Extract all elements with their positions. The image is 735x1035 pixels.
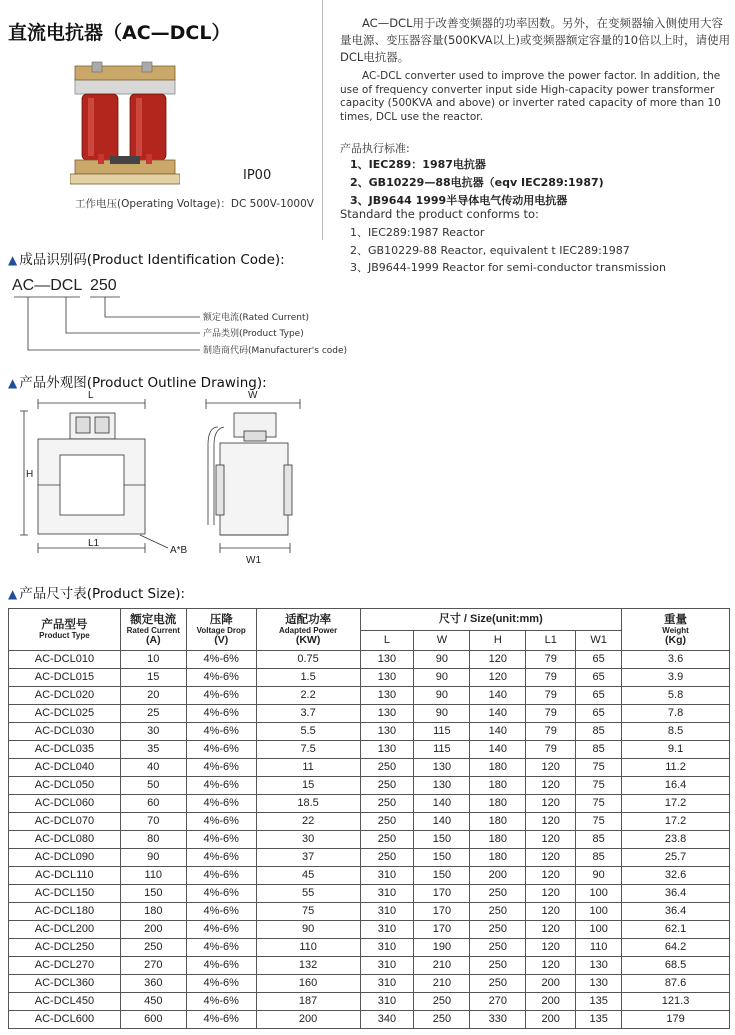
table-cell: 4%-6% bbox=[186, 867, 256, 885]
table-cell: 20 bbox=[120, 687, 186, 705]
table-cell: 140 bbox=[470, 705, 526, 723]
table-cell: 450 bbox=[120, 993, 186, 1011]
table-cell: 4%-6% bbox=[186, 813, 256, 831]
table-cell: 90 bbox=[576, 867, 622, 885]
table-cell: 310 bbox=[360, 867, 414, 885]
table-cell: 100 bbox=[576, 921, 622, 939]
cell-model: AC-DCL010 bbox=[9, 651, 121, 669]
table-row bbox=[9, 813, 730, 831]
cell-model: AC-DCL450 bbox=[9, 993, 121, 1011]
table-cell: 80 bbox=[120, 831, 186, 849]
table-cell: 75 bbox=[256, 903, 360, 921]
section-product-size bbox=[8, 582, 185, 602]
table-cell: 1.5 bbox=[256, 669, 360, 687]
table-cell: 130 bbox=[360, 723, 414, 741]
dim-label-AB: A*B bbox=[170, 545, 188, 556]
table-row bbox=[9, 867, 730, 885]
table-row bbox=[9, 831, 730, 849]
table-row bbox=[9, 993, 730, 1011]
table-row bbox=[9, 723, 730, 741]
header-cn: 产品型号 bbox=[41, 619, 88, 631]
table-cell: 130 bbox=[576, 975, 622, 993]
table-cell: 11 bbox=[256, 759, 360, 777]
table-cell: 85 bbox=[576, 831, 622, 849]
header-unit: (Kg) bbox=[665, 633, 687, 646]
outline-drawing bbox=[0, 385, 320, 570]
header-en: Adapted Power bbox=[278, 625, 338, 635]
table-cell: 200 bbox=[526, 975, 576, 993]
table-cell: 4%-6% bbox=[186, 741, 256, 759]
cell-model: AC-DCL035 bbox=[9, 741, 121, 759]
table-cell: 32.6 bbox=[622, 867, 730, 885]
section-title-text: 成品识别码(Product Identification Code): bbox=[19, 252, 285, 268]
standards-cn-title: 产品执行标准: bbox=[340, 142, 410, 155]
cell-model: AC-DCL060 bbox=[9, 795, 121, 813]
table-cell: 4%-6% bbox=[186, 957, 256, 975]
table-cell: 10 bbox=[120, 651, 186, 669]
table-cell: 120 bbox=[526, 777, 576, 795]
table-cell: 79 bbox=[526, 705, 576, 723]
table-cell: 25.7 bbox=[622, 849, 730, 867]
table-cell: 3.9 bbox=[622, 669, 730, 687]
table-cell: 4%-6% bbox=[186, 849, 256, 867]
table-cell: 150 bbox=[414, 867, 470, 885]
table-cell: 130 bbox=[360, 687, 414, 705]
table-cell: 120 bbox=[526, 885, 576, 903]
table-cell: 16.4 bbox=[622, 777, 730, 795]
standard-item: 3、JB9644-1999 Reactor for semi-conductor transmission bbox=[350, 261, 666, 274]
table-cell: 250 bbox=[360, 813, 414, 831]
table-cell: 180 bbox=[470, 813, 526, 831]
table-cell: 210 bbox=[414, 975, 470, 993]
cell-model: AC-DCL080 bbox=[9, 831, 121, 849]
table-cell: 310 bbox=[360, 939, 414, 957]
header-cn: 重量 bbox=[664, 613, 688, 626]
triangle-icon: ▲ bbox=[8, 253, 18, 267]
table-cell: 250 bbox=[360, 777, 414, 795]
section-identification-code bbox=[8, 248, 285, 268]
table-cell: 210 bbox=[414, 957, 470, 975]
code-manufacturer-label: 制造商代码(Manufacturer's code) bbox=[203, 346, 348, 356]
table-body bbox=[9, 651, 730, 1029]
table-cell: 30 bbox=[120, 723, 186, 741]
table-cell: 121.3 bbox=[622, 993, 730, 1011]
table-cell: 7.5 bbox=[256, 741, 360, 759]
table-cell: 120 bbox=[526, 849, 576, 867]
table-cell: 15 bbox=[256, 777, 360, 795]
table-cell: 90 bbox=[414, 687, 470, 705]
triangle-icon: ▲ bbox=[8, 376, 18, 390]
table-cell: 22 bbox=[256, 813, 360, 831]
table-cell: 120 bbox=[470, 651, 526, 669]
table-cell: 110 bbox=[120, 867, 186, 885]
table-cell: 75 bbox=[576, 759, 622, 777]
header-en: Product Type bbox=[39, 631, 90, 640]
cell-model: AC-DCL360 bbox=[9, 975, 121, 993]
table-cell: 65 bbox=[576, 669, 622, 687]
table-cell: 170 bbox=[414, 885, 470, 903]
table-row bbox=[9, 669, 730, 687]
table-cell: 4%-6% bbox=[186, 975, 256, 993]
header-adapted-power bbox=[256, 609, 360, 651]
table-cell: 130 bbox=[414, 777, 470, 795]
table-cell: 65 bbox=[576, 687, 622, 705]
table-cell: 250 bbox=[120, 939, 186, 957]
table-cell: 40 bbox=[120, 759, 186, 777]
cell-model: AC-DCL180 bbox=[9, 903, 121, 921]
header-unit: (KW) bbox=[295, 633, 321, 646]
table-cell: 62.1 bbox=[622, 921, 730, 939]
table-cell: 4%-6% bbox=[186, 669, 256, 687]
standard-item: 1、IEC289：1987电抗器 bbox=[350, 158, 486, 171]
table-cell: 7.8 bbox=[622, 705, 730, 723]
identification-code-diagram bbox=[0, 270, 380, 365]
table-cell: 79 bbox=[526, 687, 576, 705]
table-row bbox=[9, 741, 730, 759]
table-cell: 90 bbox=[414, 705, 470, 723]
table-cell: 9.1 bbox=[622, 741, 730, 759]
header-weight bbox=[622, 609, 730, 651]
table-row bbox=[9, 903, 730, 921]
table-cell: 18.5 bbox=[256, 795, 360, 813]
standards-en-list bbox=[350, 224, 666, 277]
header-W1: W1 bbox=[576, 631, 622, 651]
operating-voltage: 工作电压(Operating Voltage)：DC 500V-1000V bbox=[75, 198, 314, 210]
table-cell: 140 bbox=[470, 687, 526, 705]
dim-label-W: W bbox=[248, 390, 258, 401]
product-size-table bbox=[8, 608, 730, 1029]
cell-model: AC-DCL040 bbox=[9, 759, 121, 777]
table-cell: 120 bbox=[526, 759, 576, 777]
table-cell: 200 bbox=[526, 1011, 576, 1029]
table-cell: 180 bbox=[470, 795, 526, 813]
table-cell: 120 bbox=[526, 813, 576, 831]
table-cell: 4%-6% bbox=[186, 885, 256, 903]
table-cell: 130 bbox=[414, 759, 470, 777]
table-cell: 120 bbox=[526, 903, 576, 921]
cell-model: AC-DCL025 bbox=[9, 705, 121, 723]
table-cell: 180 bbox=[470, 759, 526, 777]
table-cell: 250 bbox=[470, 939, 526, 957]
table-cell: 4%-6% bbox=[186, 705, 256, 723]
cell-model: AC-DCL070 bbox=[9, 813, 121, 831]
table-cell: 160 bbox=[256, 975, 360, 993]
table-cell: 2.2 bbox=[256, 687, 360, 705]
table-cell: 170 bbox=[414, 921, 470, 939]
table-cell: 17.2 bbox=[622, 795, 730, 813]
section-title-text: 产品尺寸表(Product Size): bbox=[19, 586, 186, 602]
dim-label-L1: L1 bbox=[88, 538, 100, 549]
table-cell: 3.7 bbox=[256, 705, 360, 723]
table-cell: 150 bbox=[120, 885, 186, 903]
table-cell: 600 bbox=[120, 1011, 186, 1029]
table-cell: 35 bbox=[120, 741, 186, 759]
table-cell: 4%-6% bbox=[186, 921, 256, 939]
table-cell: 68.5 bbox=[622, 957, 730, 975]
table-cell: 90 bbox=[256, 921, 360, 939]
page-title: 直流电抗器（AC—DCL） bbox=[8, 22, 231, 44]
header-size: 尺寸 / Size(unit:mm) bbox=[360, 609, 622, 631]
table-cell: 179 bbox=[622, 1011, 730, 1029]
table-cell: 100 bbox=[576, 903, 622, 921]
cell-model: AC-DCL090 bbox=[9, 849, 121, 867]
table-row bbox=[9, 921, 730, 939]
table-cell: 79 bbox=[526, 651, 576, 669]
table-cell: 75 bbox=[576, 777, 622, 795]
table-cell: 36.4 bbox=[622, 885, 730, 903]
table-cell: 120 bbox=[526, 867, 576, 885]
table-cell: 250 bbox=[360, 795, 414, 813]
table-cell: 310 bbox=[360, 975, 414, 993]
header-product-type bbox=[9, 609, 121, 651]
table-cell: 75 bbox=[576, 795, 622, 813]
table-cell: 90 bbox=[414, 651, 470, 669]
table-cell: 250 bbox=[360, 759, 414, 777]
table-cell: 250 bbox=[414, 993, 470, 1011]
header-voltage-drop bbox=[186, 609, 256, 651]
table-row bbox=[9, 885, 730, 903]
cell-model: AC-DCL015 bbox=[9, 669, 121, 687]
table-cell: 4%-6% bbox=[186, 795, 256, 813]
reactor-photo bbox=[70, 60, 180, 190]
table-cell: 180 bbox=[470, 831, 526, 849]
table-cell: 4%-6% bbox=[186, 939, 256, 957]
table-cell: 115 bbox=[414, 741, 470, 759]
header-L1: L1 bbox=[526, 631, 576, 651]
table-cell: 120 bbox=[470, 669, 526, 687]
table-cell: 85 bbox=[576, 741, 622, 759]
table-cell: 140 bbox=[470, 723, 526, 741]
table-row bbox=[9, 957, 730, 975]
table-cell: 100 bbox=[576, 885, 622, 903]
table-cell: 340 bbox=[360, 1011, 414, 1029]
table-cell: 310 bbox=[360, 903, 414, 921]
table-cell: 250 bbox=[360, 849, 414, 867]
standard-item: 3、JB9644 1999半导体电气传动用电抗器 bbox=[350, 194, 568, 207]
header-H: H bbox=[470, 631, 526, 651]
table-cell: 55 bbox=[256, 885, 360, 903]
table-cell: 65 bbox=[576, 651, 622, 669]
header-L: L bbox=[360, 631, 414, 651]
table-cell: 4%-6% bbox=[186, 993, 256, 1011]
code-rated-current-label: 额定电流(Rated Current) bbox=[203, 313, 310, 323]
table-cell: 180 bbox=[120, 903, 186, 921]
table-cell: 180 bbox=[470, 849, 526, 867]
table-cell: 135 bbox=[576, 1011, 622, 1029]
table-cell: 130 bbox=[360, 741, 414, 759]
standards-cn-list bbox=[350, 156, 604, 210]
table-cell: 120 bbox=[526, 795, 576, 813]
table-cell: 310 bbox=[360, 957, 414, 975]
table-cell: 270 bbox=[120, 957, 186, 975]
table-cell: 11.2 bbox=[622, 759, 730, 777]
table-cell: 130 bbox=[576, 957, 622, 975]
table-cell: 17.2 bbox=[622, 813, 730, 831]
table-cell: 36.4 bbox=[622, 903, 730, 921]
dim-label-W1: W1 bbox=[246, 555, 261, 566]
table-cell: 0.75 bbox=[256, 651, 360, 669]
dim-label-H: H bbox=[26, 469, 34, 480]
cell-model: AC-DCL020 bbox=[9, 687, 121, 705]
table-cell: 4%-6% bbox=[186, 651, 256, 669]
table-cell: 85 bbox=[576, 723, 622, 741]
table-cell: 130 bbox=[360, 651, 414, 669]
table-cell: 250 bbox=[470, 885, 526, 903]
table-row bbox=[9, 939, 730, 957]
cell-model: AC-DCL600 bbox=[9, 1011, 121, 1029]
table-cell: 120 bbox=[526, 939, 576, 957]
table-cell: 187 bbox=[256, 993, 360, 1011]
table-cell: 180 bbox=[470, 777, 526, 795]
table-cell: 140 bbox=[414, 795, 470, 813]
table-cell: 310 bbox=[360, 885, 414, 903]
table-cell: 120 bbox=[526, 957, 576, 975]
header-en: Voltage Drop bbox=[196, 625, 246, 635]
table-row bbox=[9, 777, 730, 795]
header-en: Weight bbox=[662, 625, 689, 635]
table-cell: 120 bbox=[526, 831, 576, 849]
table-cell: 360 bbox=[120, 975, 186, 993]
cell-model: AC-DCL150 bbox=[9, 885, 121, 903]
table-cell: 250 bbox=[470, 903, 526, 921]
table-cell: 130 bbox=[360, 705, 414, 723]
code-prefix: AC—DCL bbox=[12, 277, 83, 294]
dim-label-L: L bbox=[88, 390, 94, 401]
table-cell: 170 bbox=[414, 903, 470, 921]
cell-model: AC-DCL050 bbox=[9, 777, 121, 795]
table-row bbox=[9, 687, 730, 705]
table-cell: 4%-6% bbox=[186, 903, 256, 921]
table-cell: 79 bbox=[526, 669, 576, 687]
table-cell: 79 bbox=[526, 723, 576, 741]
table-row bbox=[9, 759, 730, 777]
table-cell: 5.5 bbox=[256, 723, 360, 741]
table-cell: 90 bbox=[414, 669, 470, 687]
cell-model: AC-DCL270 bbox=[9, 957, 121, 975]
table-cell: 310 bbox=[360, 921, 414, 939]
table-cell: 270 bbox=[470, 993, 526, 1011]
table-cell: 4%-6% bbox=[186, 687, 256, 705]
header-W: W bbox=[414, 631, 470, 651]
table-cell: 8.5 bbox=[622, 723, 730, 741]
table-row bbox=[9, 1011, 730, 1029]
header-cn: 压降 bbox=[209, 613, 233, 626]
table-row bbox=[9, 651, 730, 669]
standard-item: 2、GB10229—88电抗器（eqv IEC289:1987) bbox=[350, 176, 604, 189]
table-cell: 150 bbox=[414, 831, 470, 849]
cell-model: AC-DCL200 bbox=[9, 921, 121, 939]
table-cell: 5.8 bbox=[622, 687, 730, 705]
column-divider bbox=[322, 0, 323, 240]
intro-english: AC-DCL converter used to improve the power factor. In addition, the use of frequency converter input side High-capacity power transformer capacity (500KVA and above) or inverter rated capacity of more than 10 times, DCL use the reactor. bbox=[340, 70, 721, 123]
table-cell: 23.8 bbox=[622, 831, 730, 849]
header-en: Rated Current bbox=[126, 625, 180, 635]
table-cell: 200 bbox=[526, 993, 576, 1011]
header-cn: 适配功率 bbox=[285, 613, 332, 626]
ip-rating: IP00 bbox=[243, 168, 272, 183]
table-row bbox=[9, 975, 730, 993]
table-cell: 37 bbox=[256, 849, 360, 867]
table-cell: 87.6 bbox=[622, 975, 730, 993]
table-cell: 130 bbox=[360, 669, 414, 687]
header-cn: 额定电流 bbox=[130, 613, 177, 626]
table-cell: 310 bbox=[360, 993, 414, 1011]
standard-item: 1、IEC289:1987 Reactor bbox=[350, 226, 485, 239]
table-cell: 330 bbox=[470, 1011, 526, 1029]
header-unit: (V) bbox=[214, 633, 229, 646]
code-product-type-label: 产品类别(Product Type) bbox=[203, 329, 304, 339]
section-title-text: 产品外观图(Product Outline Drawing): bbox=[19, 375, 267, 391]
table-cell: 4%-6% bbox=[186, 759, 256, 777]
table-cell: 50 bbox=[120, 777, 186, 795]
code-number: 250 bbox=[90, 277, 117, 294]
table-cell: 190 bbox=[414, 939, 470, 957]
table-cell: 150 bbox=[414, 849, 470, 867]
table-cell: 110 bbox=[576, 939, 622, 957]
standards-en-title: Standard the product conforms to: bbox=[340, 207, 539, 221]
table-cell: 132 bbox=[256, 957, 360, 975]
table-cell: 4%-6% bbox=[186, 831, 256, 849]
cell-model: AC-DCL250 bbox=[9, 939, 121, 957]
table-cell: 30 bbox=[256, 831, 360, 849]
table-cell: 250 bbox=[470, 957, 526, 975]
table-cell: 4%-6% bbox=[186, 1011, 256, 1029]
header-unit: (A) bbox=[146, 633, 161, 646]
table-cell: 64.2 bbox=[622, 939, 730, 957]
table-cell: 250 bbox=[470, 921, 526, 939]
table-cell: 110 bbox=[256, 939, 360, 957]
table-cell: 4%-6% bbox=[186, 777, 256, 795]
table-cell: 70 bbox=[120, 813, 186, 831]
table-cell: 200 bbox=[470, 867, 526, 885]
table-cell: 3.6 bbox=[622, 651, 730, 669]
cell-model: AC-DCL110 bbox=[9, 867, 121, 885]
table-cell: 85 bbox=[576, 849, 622, 867]
table-cell: 200 bbox=[120, 921, 186, 939]
table-cell: 75 bbox=[576, 813, 622, 831]
table-cell: 200 bbox=[256, 1011, 360, 1029]
table-cell: 60 bbox=[120, 795, 186, 813]
table-cell: 120 bbox=[526, 921, 576, 939]
table-cell: 115 bbox=[414, 723, 470, 741]
table-cell: 25 bbox=[120, 705, 186, 723]
table-cell: 250 bbox=[360, 831, 414, 849]
standard-item: 2、GB10229-88 Reactor, equivalent t IEC289:1987 bbox=[350, 243, 630, 257]
table-cell: 79 bbox=[526, 741, 576, 759]
header-rated-current bbox=[120, 609, 186, 651]
table-cell: 140 bbox=[470, 741, 526, 759]
intro-chinese: AC—DCL用于改善变频器的功率因数。另外，在变频器输入侧使用大容量电源、变压器容量(500KVA以上)或变频器额定容量的10倍以上时，请使用DCL电抗器。 bbox=[340, 16, 731, 64]
table-row bbox=[9, 795, 730, 813]
table-cell: 4%-6% bbox=[186, 723, 256, 741]
table-cell: 250 bbox=[470, 975, 526, 993]
table-row bbox=[9, 849, 730, 867]
table-row bbox=[9, 705, 730, 723]
cell-model: AC-DCL030 bbox=[9, 723, 121, 741]
table-cell: 15 bbox=[120, 669, 186, 687]
table-cell: 65 bbox=[576, 705, 622, 723]
table-cell: 250 bbox=[414, 1011, 470, 1029]
table-cell: 45 bbox=[256, 867, 360, 885]
table-cell: 90 bbox=[120, 849, 186, 867]
table-cell: 135 bbox=[576, 993, 622, 1011]
triangle-icon: ▲ bbox=[8, 587, 18, 601]
table-cell: 140 bbox=[414, 813, 470, 831]
